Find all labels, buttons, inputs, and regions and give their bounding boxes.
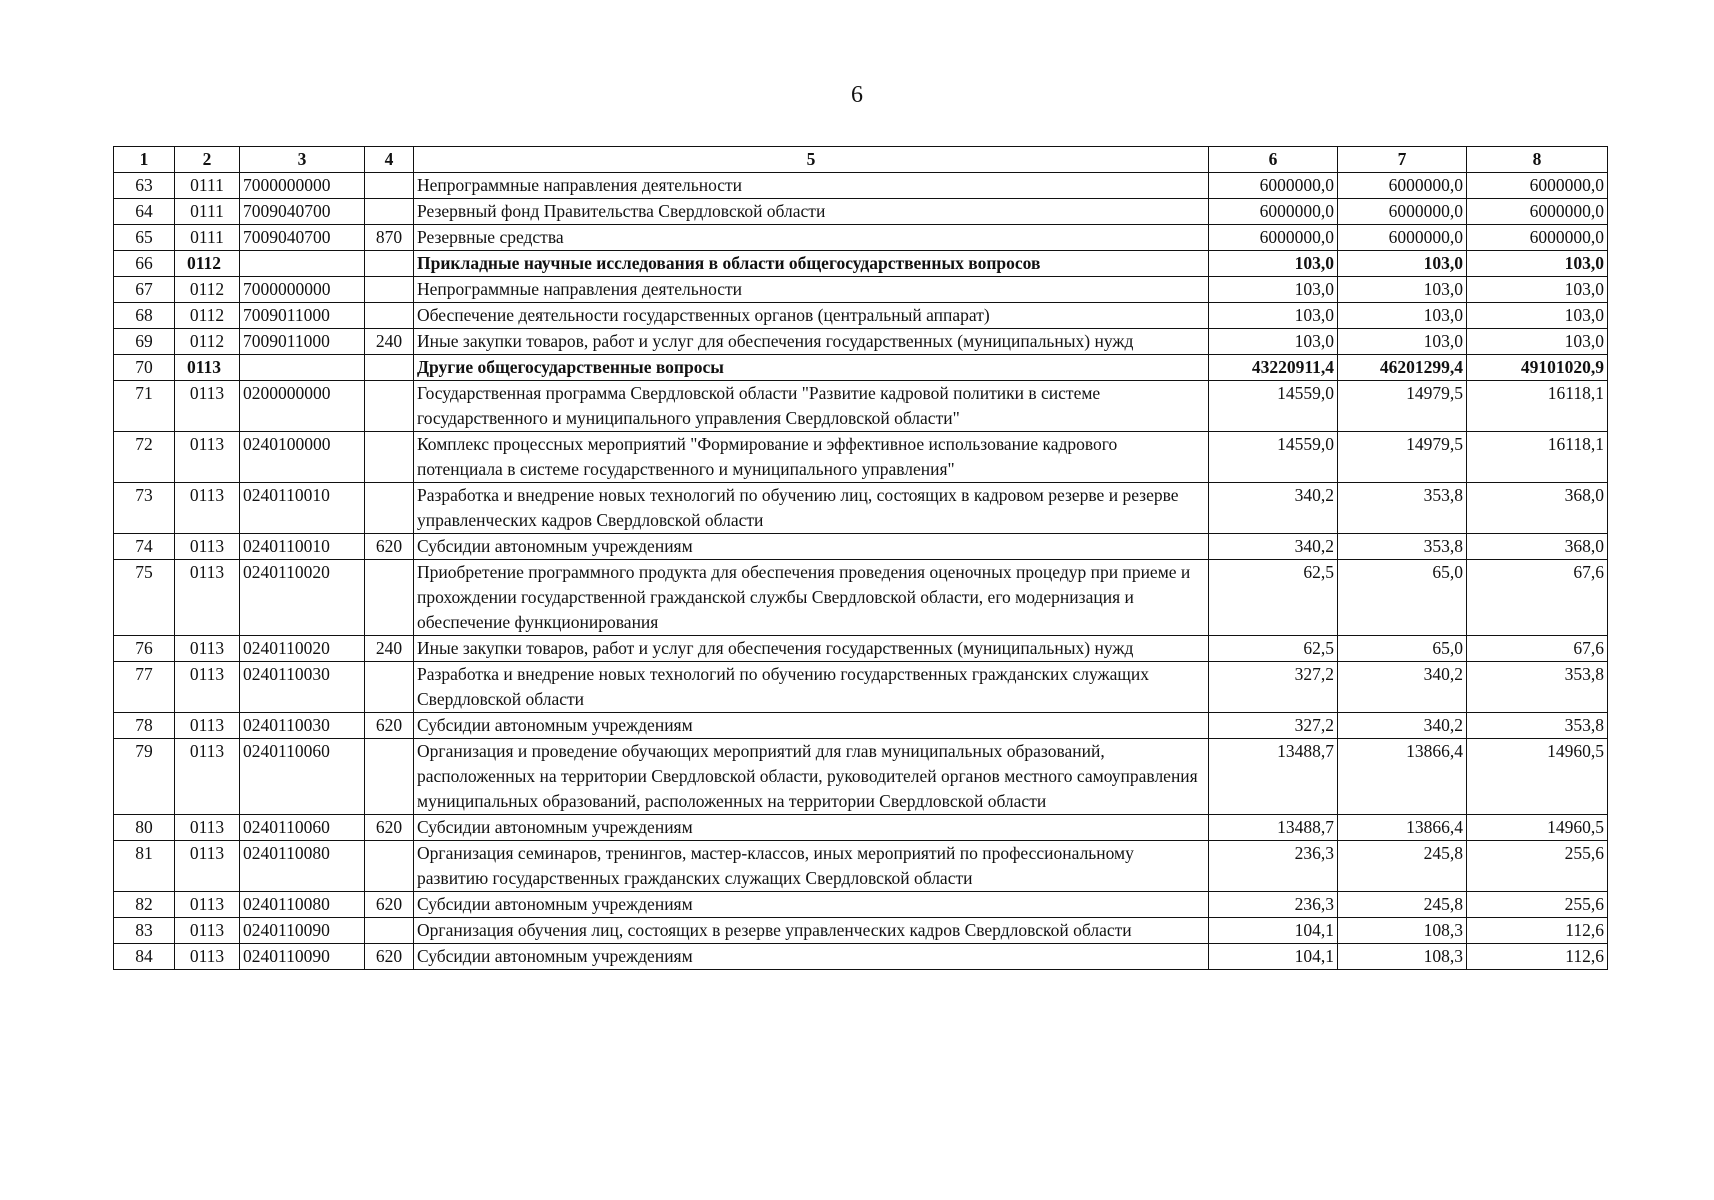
amount-col-7: 13866,4 [1338, 815, 1467, 841]
target-article-code: 0240110080 [240, 892, 365, 918]
item-description: Субсидии автономным учреждениям [414, 944, 1209, 970]
amount-col-6: 104,1 [1209, 944, 1338, 970]
section-code: 0113 [175, 892, 240, 918]
section-code: 0112 [175, 251, 240, 277]
row-number: 80 [114, 815, 175, 841]
amount-col-6: 327,2 [1209, 662, 1338, 713]
table-row [114, 277, 1608, 303]
header-col-8: 8 [1467, 147, 1608, 173]
target-article-code: 0240110080 [240, 841, 365, 892]
row-number: 64 [114, 199, 175, 225]
amount-col-7: 6000000,0 [1338, 225, 1467, 251]
amount-col-6: 103,0 [1209, 303, 1338, 329]
row-number: 67 [114, 277, 175, 303]
budget-table [113, 146, 1608, 970]
row-number: 81 [114, 841, 175, 892]
amount-col-6: 6000000,0 [1209, 173, 1338, 199]
amount-col-8: 112,6 [1467, 944, 1608, 970]
expense-type-code [365, 381, 414, 432]
target-article-code: 0240100000 [240, 432, 365, 483]
amount-col-6: 104,1 [1209, 918, 1338, 944]
amount-col-8: 368,0 [1467, 483, 1608, 534]
amount-col-7: 65,0 [1338, 636, 1467, 662]
table-row [114, 251, 1608, 277]
table-row [114, 892, 1608, 918]
row-number: 82 [114, 892, 175, 918]
target-article-code [240, 355, 365, 381]
amount-col-6: 340,2 [1209, 483, 1338, 534]
amount-col-6: 13488,7 [1209, 739, 1338, 815]
table-row [114, 636, 1608, 662]
item-description: Прикладные научные исследования в области общегосударственных вопросов [414, 251, 1209, 277]
expense-type-code [365, 560, 414, 636]
item-description: Разработка и внедрение новых технологий по обучению лиц, состоящих в кадровом резерве и резерве управленческих кадров Свердловской области [414, 483, 1209, 534]
section-code: 0111 [175, 225, 240, 251]
table-row [114, 432, 1608, 483]
header-col-6: 6 [1209, 147, 1338, 173]
section-code: 0113 [175, 815, 240, 841]
table-body [114, 173, 1608, 970]
row-number: 65 [114, 225, 175, 251]
amount-col-7: 353,8 [1338, 534, 1467, 560]
table-row [114, 483, 1608, 534]
header-col-1: 1 [114, 147, 175, 173]
expense-type-code [365, 841, 414, 892]
amount-col-6: 103,0 [1209, 329, 1338, 355]
target-article-code: 0240110020 [240, 636, 365, 662]
target-article-code: 7009040700 [240, 225, 365, 251]
amount-col-6: 62,5 [1209, 560, 1338, 636]
amount-col-7: 245,8 [1338, 892, 1467, 918]
section-code: 0112 [175, 303, 240, 329]
amount-col-7: 6000000,0 [1338, 199, 1467, 225]
section-code: 0111 [175, 173, 240, 199]
expense-type-code: 240 [365, 329, 414, 355]
expense-type-code [365, 432, 414, 483]
amount-col-8: 368,0 [1467, 534, 1608, 560]
amount-col-8: 14960,5 [1467, 739, 1608, 815]
expense-type-code: 620 [365, 892, 414, 918]
amount-col-8: 112,6 [1467, 918, 1608, 944]
header-col-5: 5 [414, 147, 1209, 173]
section-code: 0113 [175, 355, 240, 381]
amount-col-8: 353,8 [1467, 662, 1608, 713]
header-row [114, 147, 1608, 173]
table-row [114, 329, 1608, 355]
section-code: 0113 [175, 918, 240, 944]
expense-type-code [365, 355, 414, 381]
row-number: 68 [114, 303, 175, 329]
item-description: Государственная программа Свердловской области "Развитие кадровой политики в системе государственного и муниципального управления Свердловской области" [414, 381, 1209, 432]
item-description: Разработка и внедрение новых технологий по обучению государственных гражданских служащих Свердловской области [414, 662, 1209, 713]
amount-col-8: 67,6 [1467, 636, 1608, 662]
table-row [114, 739, 1608, 815]
expense-type-code [365, 739, 414, 815]
section-code: 0113 [175, 662, 240, 713]
amount-col-7: 13866,4 [1338, 739, 1467, 815]
amount-col-6: 14559,0 [1209, 432, 1338, 483]
table-row [114, 303, 1608, 329]
row-number: 73 [114, 483, 175, 534]
row-number: 78 [114, 713, 175, 739]
section-code: 0113 [175, 381, 240, 432]
table-row [114, 534, 1608, 560]
amount-col-7: 14979,5 [1338, 381, 1467, 432]
row-number: 69 [114, 329, 175, 355]
item-description: Другие общегосударственные вопросы [414, 355, 1209, 381]
item-description: Резервные средства [414, 225, 1209, 251]
table-row [114, 918, 1608, 944]
item-description: Иные закупки товаров, работ и услуг для обеспечения государственных (муниципальных) нужд [414, 329, 1209, 355]
amount-col-7: 46201299,4 [1338, 355, 1467, 381]
item-description: Организация семинаров, тренингов, мастер-классов, иных мероприятий по профессиональному развитию государственных гражданских служащих Свердловской области [414, 841, 1209, 892]
amount-col-7: 103,0 [1338, 329, 1467, 355]
amount-col-7: 6000000,0 [1338, 173, 1467, 199]
table-row [114, 841, 1608, 892]
amount-col-6: 236,3 [1209, 892, 1338, 918]
amount-col-8: 255,6 [1467, 892, 1608, 918]
expense-type-code: 240 [365, 636, 414, 662]
row-number: 74 [114, 534, 175, 560]
amount-col-8: 103,0 [1467, 303, 1608, 329]
header-col-2: 2 [175, 147, 240, 173]
amount-col-8: 255,6 [1467, 841, 1608, 892]
amount-col-8: 16118,1 [1467, 432, 1608, 483]
amount-col-7: 340,2 [1338, 713, 1467, 739]
section-code: 0113 [175, 841, 240, 892]
section-code: 0113 [175, 636, 240, 662]
amount-col-6: 6000000,0 [1209, 199, 1338, 225]
row-number: 76 [114, 636, 175, 662]
amount-col-8: 67,6 [1467, 560, 1608, 636]
amount-col-6: 103,0 [1209, 277, 1338, 303]
expense-type-code [365, 303, 414, 329]
item-description: Субсидии автономным учреждениям [414, 534, 1209, 560]
target-article-code: 0200000000 [240, 381, 365, 432]
table-row [114, 355, 1608, 381]
row-number: 63 [114, 173, 175, 199]
section-code: 0113 [175, 560, 240, 636]
expense-type-code: 620 [365, 713, 414, 739]
section-code: 0113 [175, 713, 240, 739]
item-description: Иные закупки товаров, работ и услуг для обеспечения государственных (муниципальных) нужд [414, 636, 1209, 662]
table-row [114, 225, 1608, 251]
target-article-code: 0240110030 [240, 713, 365, 739]
amount-col-7: 103,0 [1338, 277, 1467, 303]
item-description: Субсидии автономным учреждениям [414, 815, 1209, 841]
amount-col-8: 103,0 [1467, 277, 1608, 303]
expense-type-code [365, 173, 414, 199]
item-description: Резервный фонд Правительства Свердловской области [414, 199, 1209, 225]
target-article-code: 0240110020 [240, 560, 365, 636]
section-code: 0111 [175, 199, 240, 225]
section-code: 0113 [175, 483, 240, 534]
amount-col-6: 340,2 [1209, 534, 1338, 560]
item-description: Организация и проведение обучающих мероприятий для глав муниципальных образований, расположенных на территории Свердловской области, руководителей органов местного самоуправления муниципальных образований, расположенных на территории Свердловской области [414, 739, 1209, 815]
target-article-code: 0240110060 [240, 739, 365, 815]
row-number: 77 [114, 662, 175, 713]
row-number: 70 [114, 355, 175, 381]
item-description: Непрограммные направления деятельности [414, 277, 1209, 303]
row-number: 84 [114, 944, 175, 970]
expense-type-code: 620 [365, 534, 414, 560]
amount-col-6: 43220911,4 [1209, 355, 1338, 381]
page-number: 6 [851, 82, 863, 108]
target-article-code: 0240110060 [240, 815, 365, 841]
amount-col-6: 6000000,0 [1209, 225, 1338, 251]
section-code: 0112 [175, 329, 240, 355]
target-article-code: 0240110090 [240, 918, 365, 944]
header-col-4: 4 [365, 147, 414, 173]
amount-col-6: 13488,7 [1209, 815, 1338, 841]
section-code: 0113 [175, 534, 240, 560]
table-row [114, 815, 1608, 841]
item-description: Комплекс процессных мероприятий "Формирование и эффективное использование кадрового потенциала в системе государственного и муниципального управления" [414, 432, 1209, 483]
table-row [114, 662, 1608, 713]
expense-type-code [365, 483, 414, 534]
expense-type-code [365, 277, 414, 303]
target-article-code: 7009011000 [240, 303, 365, 329]
table-row [114, 944, 1608, 970]
amount-col-8: 16118,1 [1467, 381, 1608, 432]
amount-col-8: 103,0 [1467, 329, 1608, 355]
amount-col-6: 62,5 [1209, 636, 1338, 662]
target-article-code: 7009040700 [240, 199, 365, 225]
row-number: 66 [114, 251, 175, 277]
target-article-code: 7000000000 [240, 277, 365, 303]
expense-type-code: 620 [365, 815, 414, 841]
amount-col-8: 49101020,9 [1467, 355, 1608, 381]
target-article-code: 0240110090 [240, 944, 365, 970]
amount-col-7: 353,8 [1338, 483, 1467, 534]
item-description: Непрограммные направления деятельности [414, 173, 1209, 199]
amount-col-8: 6000000,0 [1467, 173, 1608, 199]
amount-col-8: 14960,5 [1467, 815, 1608, 841]
amount-col-6: 236,3 [1209, 841, 1338, 892]
row-number: 83 [114, 918, 175, 944]
amount-col-7: 65,0 [1338, 560, 1467, 636]
section-code: 0112 [175, 277, 240, 303]
amount-col-7: 245,8 [1338, 841, 1467, 892]
amount-col-7: 340,2 [1338, 662, 1467, 713]
row-number: 72 [114, 432, 175, 483]
table-row [114, 199, 1608, 225]
amount-col-6: 14559,0 [1209, 381, 1338, 432]
row-number: 71 [114, 381, 175, 432]
section-code: 0113 [175, 739, 240, 815]
item-description: Организация обучения лиц, состоящих в резерве управленческих кадров Свердловской области [414, 918, 1209, 944]
expense-type-code [365, 251, 414, 277]
target-article-code [240, 251, 365, 277]
amount-col-7: 14979,5 [1338, 432, 1467, 483]
amount-col-8: 103,0 [1467, 251, 1608, 277]
item-description: Субсидии автономным учреждениям [414, 892, 1209, 918]
expense-type-code [365, 662, 414, 713]
amount-col-7: 108,3 [1338, 918, 1467, 944]
target-article-code: 0240110010 [240, 483, 365, 534]
table-row [114, 713, 1608, 739]
amount-col-6: 103,0 [1209, 251, 1338, 277]
expense-type-code [365, 199, 414, 225]
amount-col-7: 103,0 [1338, 251, 1467, 277]
table-row [114, 173, 1608, 199]
section-code: 0113 [175, 432, 240, 483]
item-description: Обеспечение деятельности государственных органов (центральный аппарат) [414, 303, 1209, 329]
row-number: 79 [114, 739, 175, 815]
header-col-3: 3 [240, 147, 365, 173]
item-description: Субсидии автономным учреждениям [414, 713, 1209, 739]
expense-type-code [365, 918, 414, 944]
item-description: Приобретение программного продукта для обеспечения проведения оценочных процедур при приеме и прохождении государственной гражданской службы Свердловской области, его модернизация и обеспечение функционирования [414, 560, 1209, 636]
table-row [114, 560, 1608, 636]
expense-type-code: 620 [365, 944, 414, 970]
amount-col-7: 103,0 [1338, 303, 1467, 329]
amount-col-8: 6000000,0 [1467, 225, 1608, 251]
amount-col-6: 327,2 [1209, 713, 1338, 739]
expense-type-code: 870 [365, 225, 414, 251]
target-article-code: 0240110010 [240, 534, 365, 560]
amount-col-7: 108,3 [1338, 944, 1467, 970]
target-article-code: 0240110030 [240, 662, 365, 713]
amount-col-8: 6000000,0 [1467, 199, 1608, 225]
target-article-code: 7000000000 [240, 173, 365, 199]
section-code: 0113 [175, 944, 240, 970]
target-article-code: 7009011000 [240, 329, 365, 355]
table-row [114, 381, 1608, 432]
amount-col-8: 353,8 [1467, 713, 1608, 739]
header-col-7: 7 [1338, 147, 1467, 173]
row-number: 75 [114, 560, 175, 636]
